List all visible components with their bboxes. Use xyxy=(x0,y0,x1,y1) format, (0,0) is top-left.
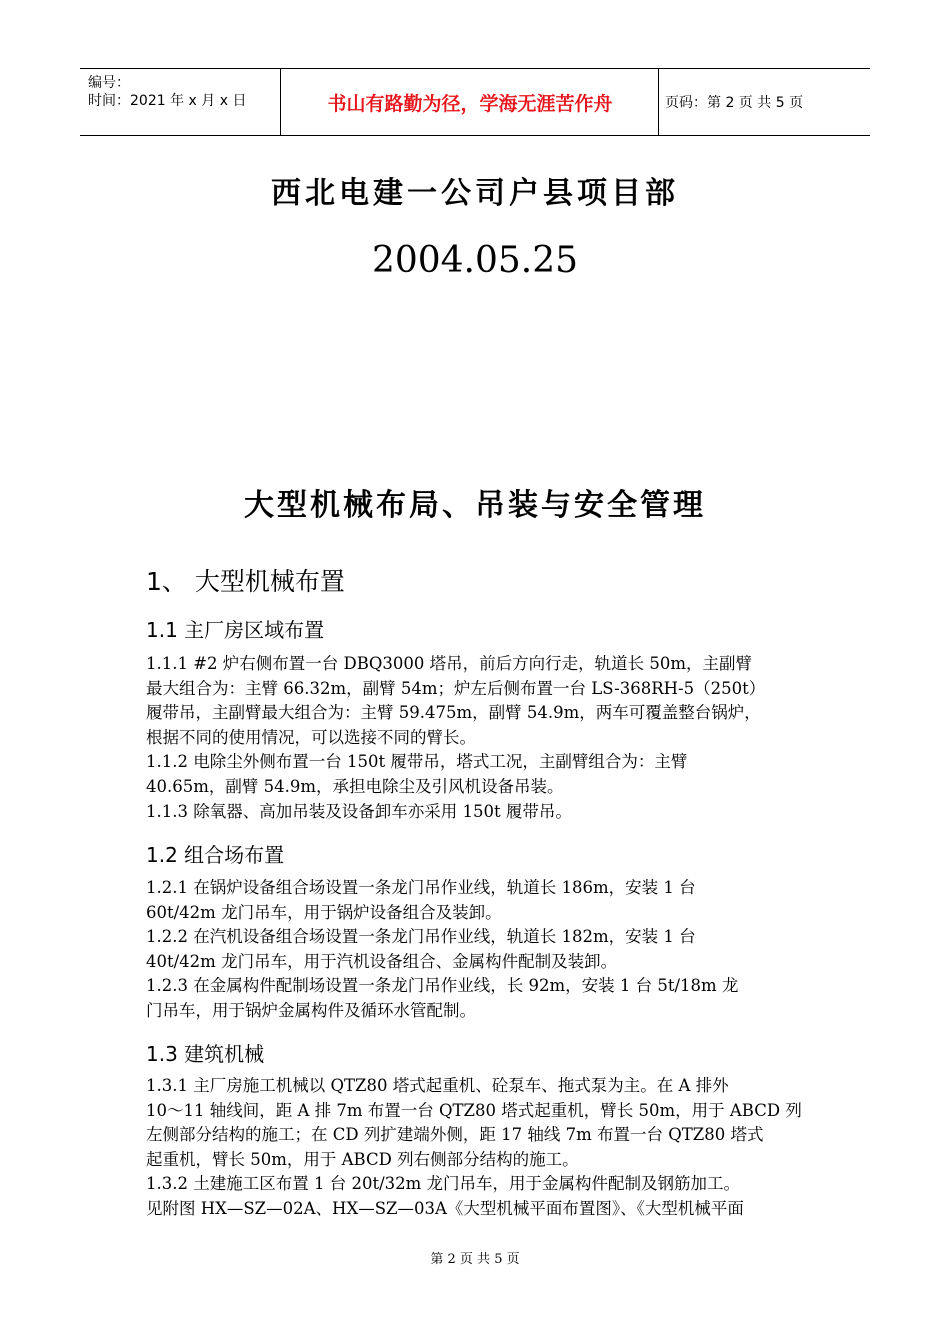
paragraph-1-3 xyxy=(146,1074,814,1222)
text-line: 1.3.1 主厂房施工机械以 QTZ80 塔式起重机、砼泵车、拖式泵为主。在 A 排外 xyxy=(146,1076,729,1095)
document-date: 2004.05.25 xyxy=(371,240,579,281)
text-line: 1.1.2 电除尘外侧布置一台 150t 履带吊，塔式工况，主副臂组合为：主臂 xyxy=(146,752,688,772)
paragraph-1-2 xyxy=(146,876,814,1024)
text-line: 1.2.3 在金属构件配制场设置一条龙门吊作业线，长 92m，安装 1 台 5t/18m 龙 xyxy=(146,976,739,996)
section-heading: 1、 大型机械布置 xyxy=(146,567,345,596)
document-number-label: 编号： xyxy=(88,75,130,91)
subsection-heading: 1.1 主厂房区域布置 xyxy=(146,618,325,642)
header-divider xyxy=(658,69,659,135)
text-line: 1.1.3 除氧器、高加吊装及设备卸车亦采用 150t 履带吊。 xyxy=(146,801,572,821)
header-table xyxy=(80,68,870,136)
header-motto: 书山有路勤为径，学海无涯苦作舟 xyxy=(327,92,613,115)
text-line: 履带吊，主副臂最大组合为：主臂 59.475m，副臂 54.9m，两车可覆盖整台锅炉， xyxy=(146,703,761,723)
text-line: 左侧部分结构的施工；在 CD 列扩建端外侧，距 17 轴线 7m 布置一台 QTZ80 塔式 xyxy=(146,1125,764,1145)
text-line: 10～11 轴线间，距 A 排 7m 布置一台 QTZ80 塔式起重机，臂长 50m，用于 ABCD 列 xyxy=(146,1100,802,1120)
header-info-cell xyxy=(80,69,280,135)
paragraph-1-1 xyxy=(146,652,814,824)
organization-name: 西北电建一公司户县项目部 xyxy=(271,176,679,211)
text-line: 最大组合为：主臂 66.32m，副臂 54m；炉左后侧布置一台 LS-368RH-5（250t） xyxy=(146,678,766,698)
text-line: 1.2.1 在锅炉设备组合场设置一条龙门吊作业线，轨道长 186m，安装 1 台 xyxy=(146,878,696,897)
text-line: 门吊车，用于锅炉金属构件及循环水管配制。 xyxy=(146,1000,476,1020)
text-line: 60t/42m 龙门吊车，用于锅炉设备组合及装卸。 xyxy=(146,902,502,922)
text-line: 1.3.2 土建施工区布置 1 台 20t/32m 龙门吊车，用于金属构件配制及钢筋加工。 xyxy=(146,1174,741,1194)
document-title: 大型机械布局、吊装与安全管理 xyxy=(244,488,706,523)
text-line: 起重机，臂长 50m，用于 ABCD 列右侧部分结构的施工。 xyxy=(146,1149,579,1169)
document-time-label: 时间：2021 年 x 月 x 日 xyxy=(88,93,247,109)
text-line: 见附图 HX—SZ—02A、HX—SZ—03A《大型机械平面布置图》、《大型机械平面 xyxy=(146,1198,744,1218)
header-page-code: 页码：第 2 页 共 5 页 xyxy=(665,95,804,111)
page-footer: 第 2 页 共 5 页 xyxy=(430,1252,520,1267)
text-line: 根据不同的使用情况，可以选接不同的臂长。 xyxy=(146,727,476,747)
subsection-heading: 1.3 建筑机械 xyxy=(146,1042,265,1066)
text-line: 40.65m，副臂 54.9m，承担电除尘及引风机设备吊装。 xyxy=(146,776,564,796)
text-line: 1.2.2 在汽机设备组合场设置一条龙门吊作业线，轨道长 182m，安装 1 台 xyxy=(146,927,696,947)
subsection-heading: 1.2 组合场布置 xyxy=(146,843,285,867)
text-line: 1.1.1 #2 炉右侧布置一台 DBQ3000 塔吊，前后方向行走，轨道长 50m，主副臂 xyxy=(146,654,753,673)
text-line: 40t/42m 龙门吊车，用于汽机设备组合、金属构件配制及装卸。 xyxy=(146,951,618,971)
